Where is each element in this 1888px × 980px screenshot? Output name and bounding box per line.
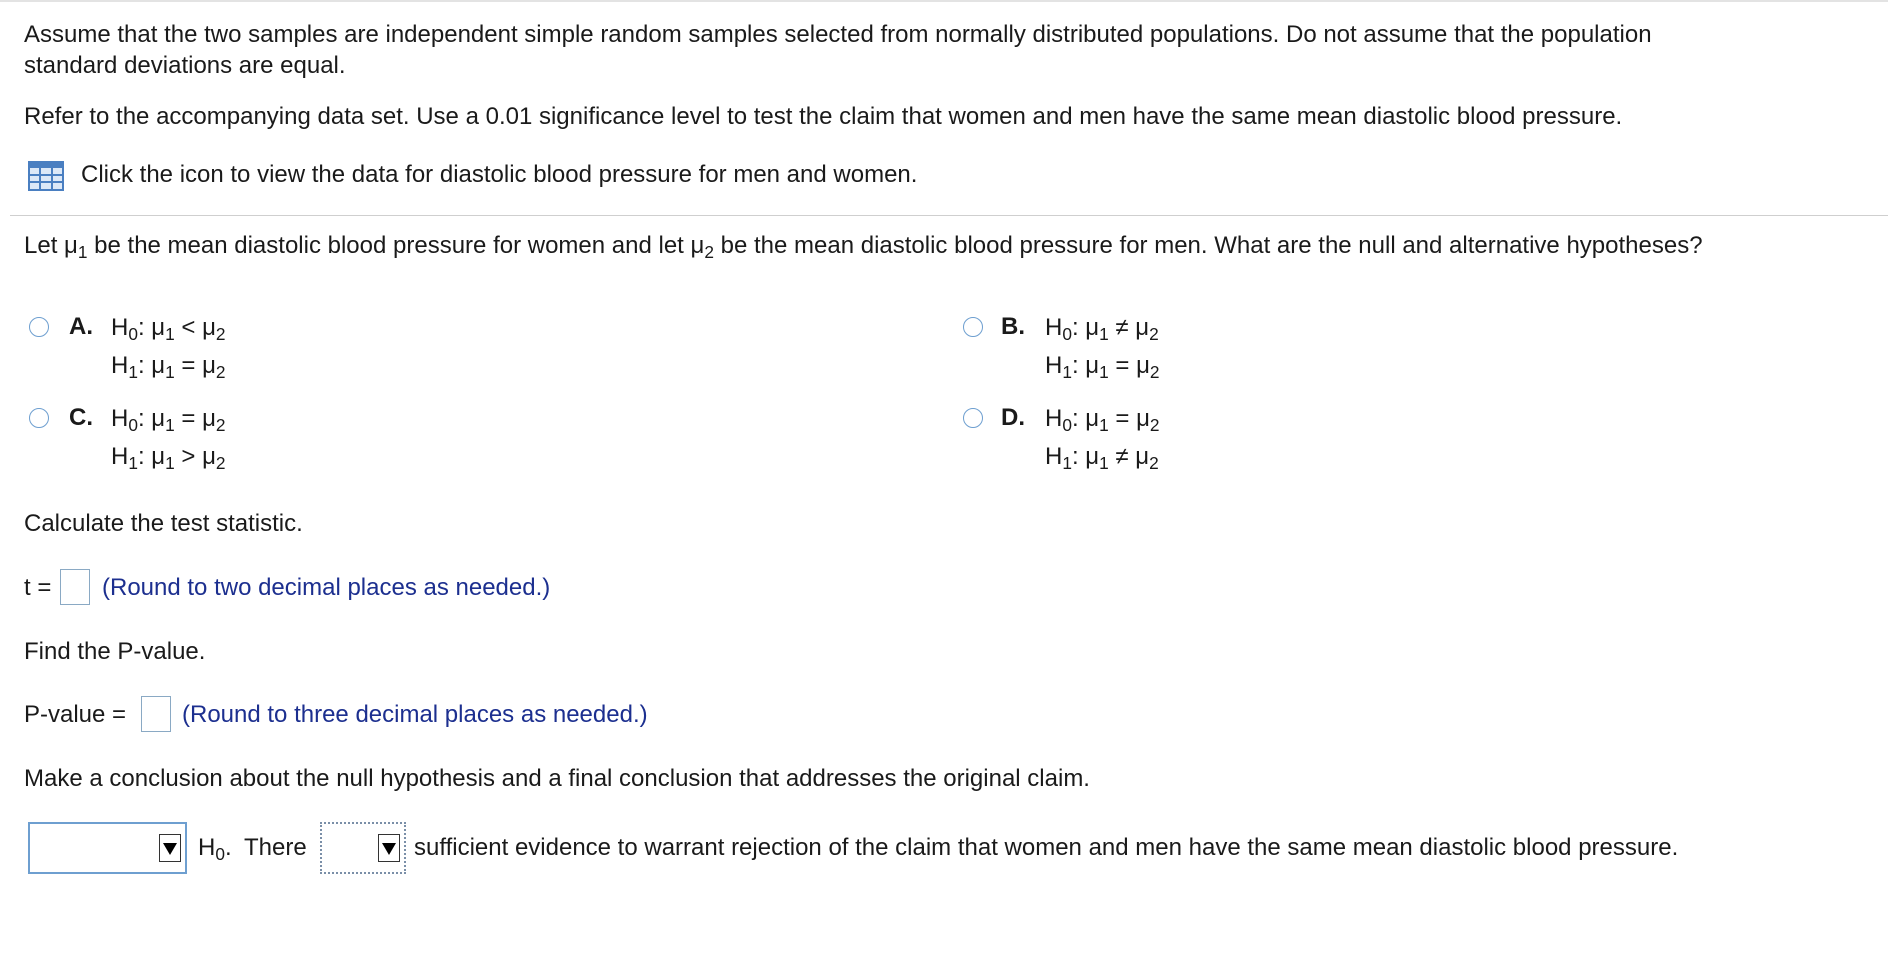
- refer-text: Refer to the accompanying data set. Use a 0.01 significance level to test the claim that women and men have the same mean diastolic blood pressure.: [24, 103, 1623, 130]
- option-c-label[interactable]: C.: [69, 404, 93, 431]
- pvalue-hint: (Round to three decimal places as needed.): [182, 701, 648, 728]
- mu1-symbol: $\mu_1$: [64, 232, 88, 262]
- option-b-radio[interactable]: [963, 317, 983, 337]
- option-d-label[interactable]: D.: [1001, 404, 1025, 431]
- option-c-radio[interactable]: [29, 408, 49, 428]
- h0-symbol: $H_0$.: [198, 834, 232, 864]
- option-a-h0: $H_0$: $\mu_1 < \mu_2$: [111, 314, 226, 344]
- option-d-h0: $H_0$: $\mu_1 = \mu_2$: [1045, 405, 1160, 435]
- question-text: [24, 230, 1703, 261]
- section-divider: [10, 215, 1888, 216]
- triangle-down-icon[interactable]: [159, 834, 181, 862]
- option-a-h1: $H_1$: $\mu_1 = \mu_2$: [111, 352, 226, 382]
- top-border: [0, 0, 1888, 2]
- t-hint: (Round to two decimal places as needed.): [102, 574, 551, 601]
- option-b-h0: $H_0$: $\mu_1 \ne \mu_2$: [1045, 314, 1159, 344]
- option-b-label[interactable]: B.: [1001, 313, 1025, 340]
- question-let: Let: [24, 232, 58, 259]
- option-c-h1: $H_1$: $\mu_1 > \mu_2$: [111, 443, 226, 473]
- table-grid-icon[interactable]: [28, 161, 64, 191]
- triangle-down-icon[interactable]: [378, 834, 400, 862]
- conclusion-prompt: Make a conclusion about the null hypothesis and a final conclusion that addresses the original claim.: [24, 765, 1090, 792]
- option-a-label[interactable]: A.: [69, 313, 93, 340]
- t-label: t =: [24, 574, 52, 601]
- option-d-radio[interactable]: [963, 408, 983, 428]
- evidence-dropdown[interactable]: [320, 822, 406, 874]
- mu2-symbol: $\mu_2$: [690, 232, 714, 262]
- option-c-h0: $H_0$: $\mu_1 = \mu_2$: [111, 405, 226, 435]
- conclusion-rest: sufficient evidence to warrant rejection of the claim that women and men have the same mean diastolic blood pressure.: [414, 834, 1679, 861]
- option-a-radio[interactable]: [29, 317, 49, 337]
- null-decision-dropdown[interactable]: [28, 822, 187, 874]
- there-text: There: [244, 834, 307, 861]
- pvalue-answer-input[interactable]: [141, 696, 171, 732]
- pvalue-prompt: Find the P-value.: [24, 638, 206, 665]
- option-b-h1: $H_1$: $\mu_1 = \mu_2$: [1045, 352, 1160, 382]
- pvalue-label: P-value =: [24, 701, 127, 728]
- intro-line-1: Assume that the two samples are independent simple random samples selected from normally distributed populations. Do not assume that the population: [24, 21, 1652, 48]
- question-mid: be the mean diastolic blood pressure for women and let: [94, 232, 684, 259]
- option-d-h1: $H_1$: $\mu_1 \ne \mu_2$: [1045, 443, 1159, 473]
- test-stat-prompt: Calculate the test statistic.: [24, 510, 303, 537]
- intro-line-2: standard deviations are equal.: [24, 52, 346, 79]
- t-answer-input[interactable]: [60, 569, 90, 605]
- question-end: be the mean diastolic blood pressure for men. What are the null and alternative hypotheses?: [720, 232, 1703, 259]
- data-link-text[interactable]: Click the icon to view the data for diastolic blood pressure for men and women.: [81, 161, 918, 188]
